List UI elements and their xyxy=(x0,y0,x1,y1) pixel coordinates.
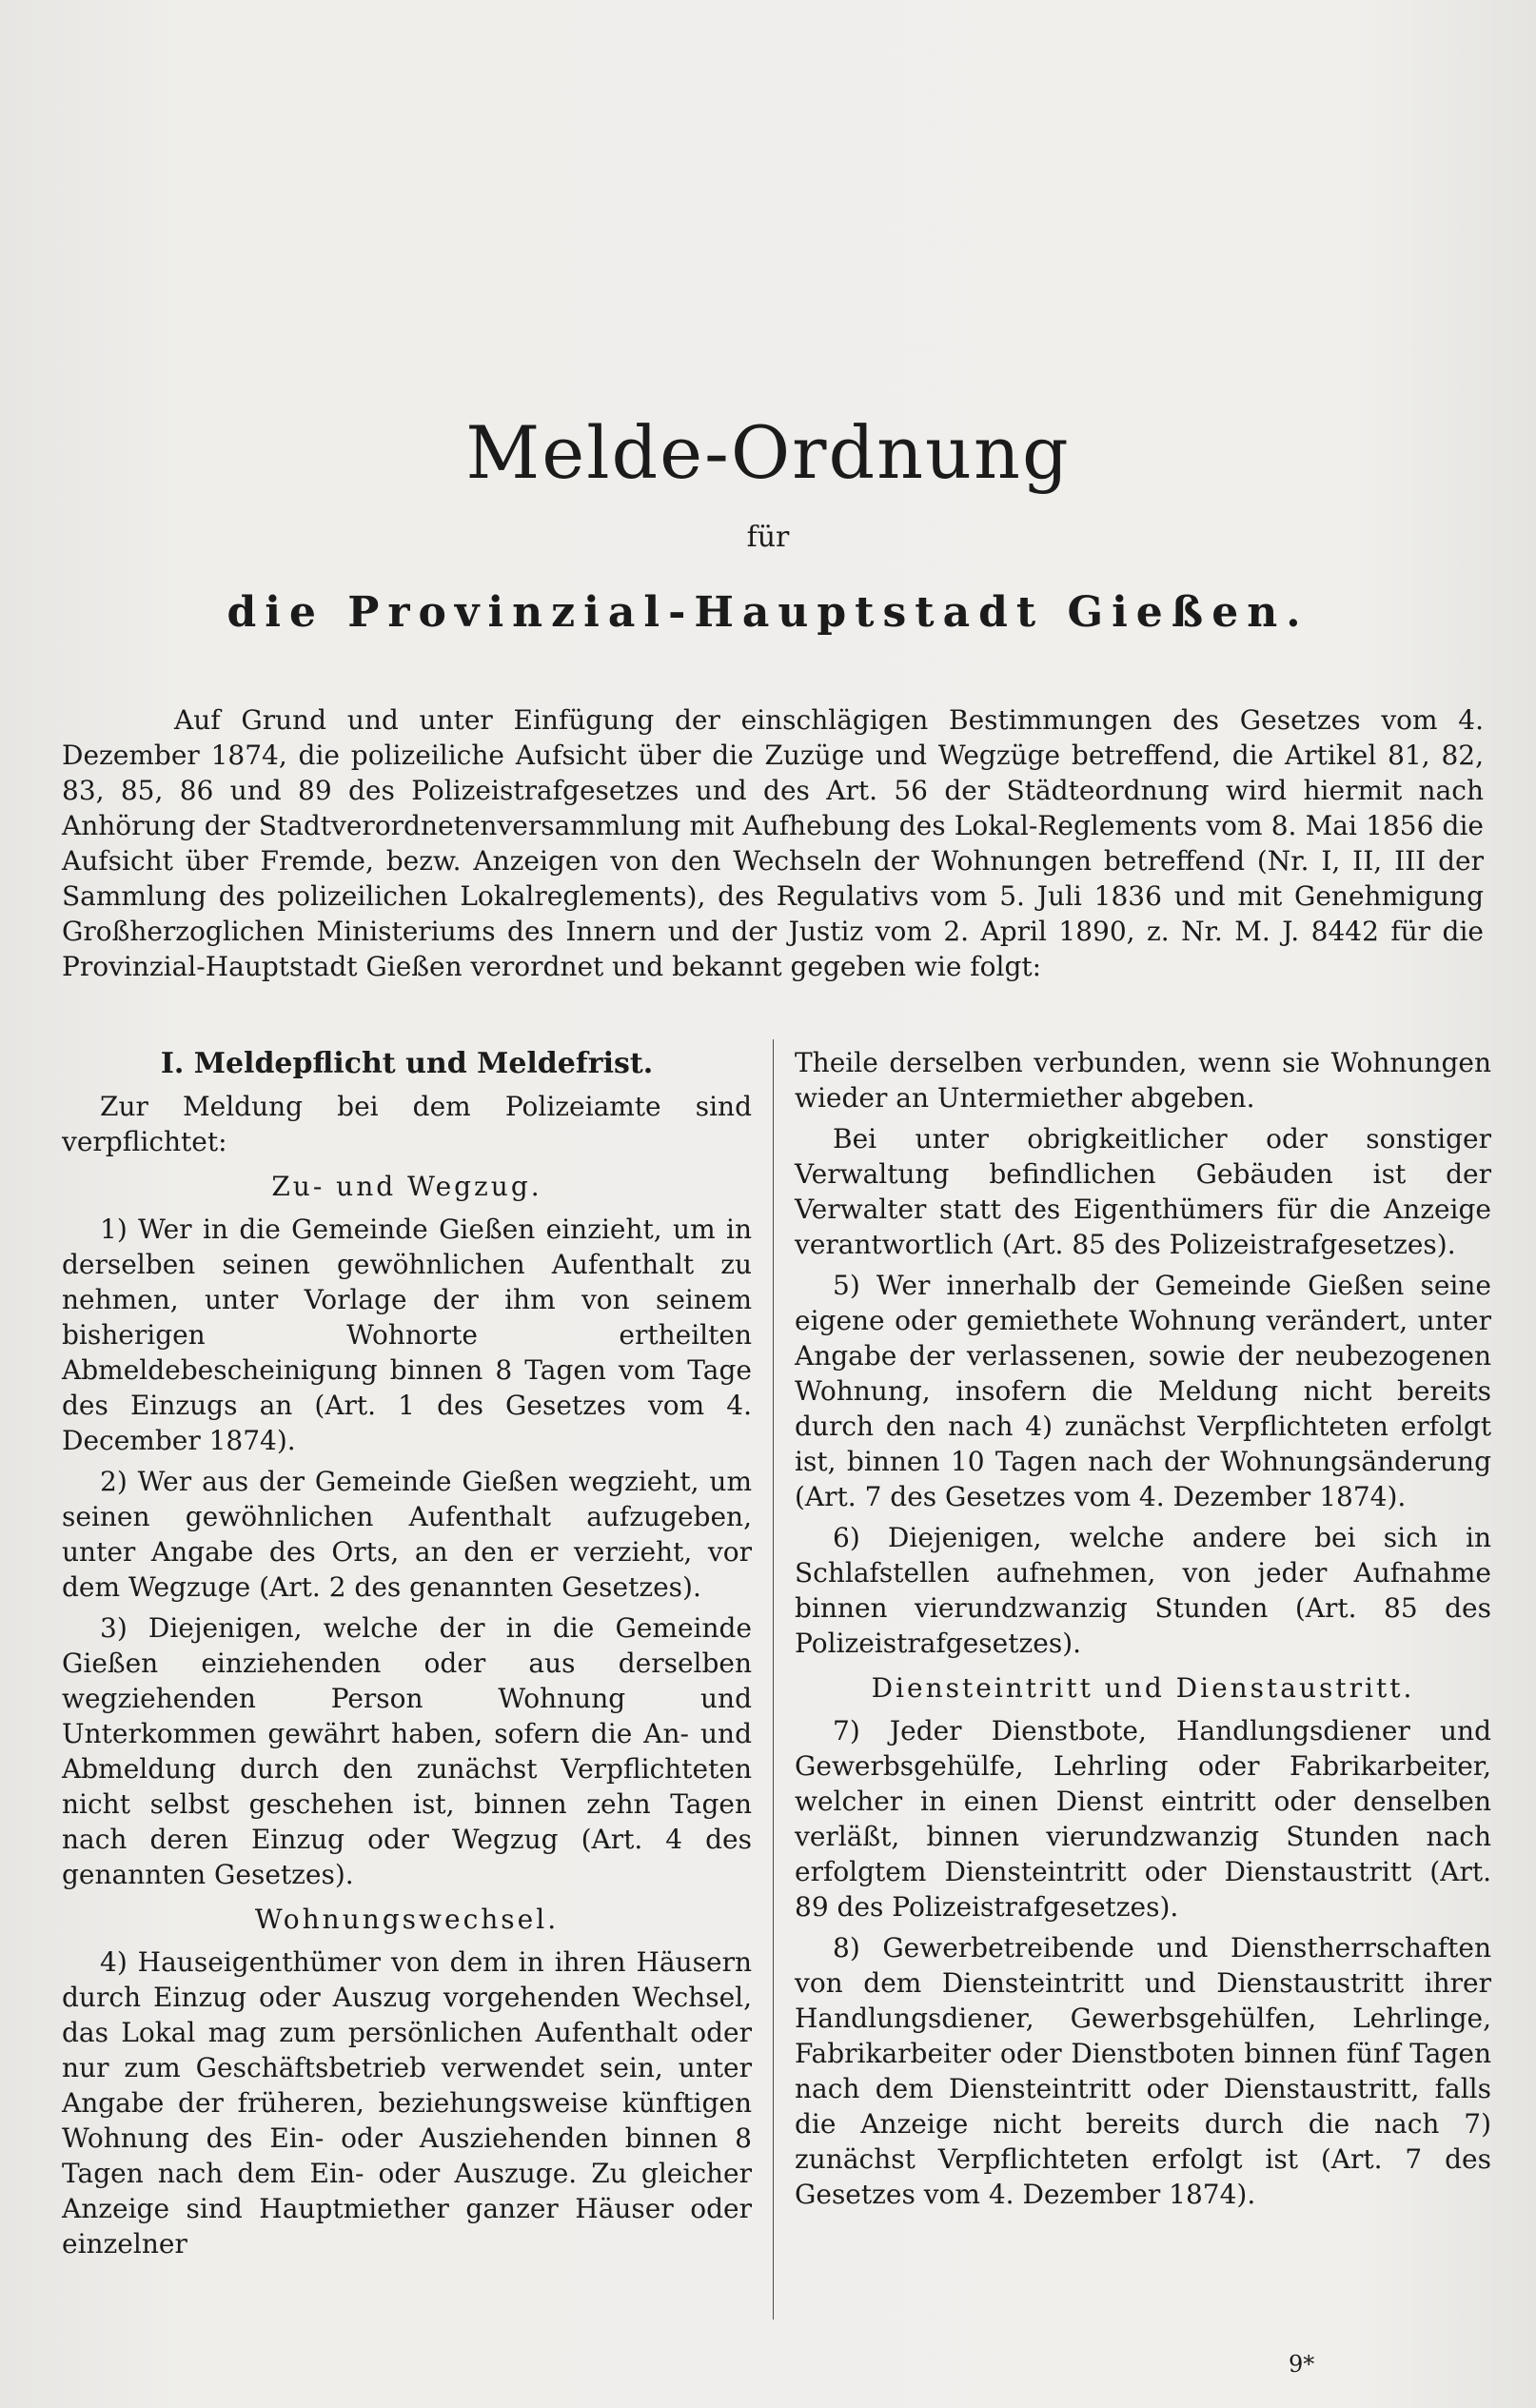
lead-paragraph: Zur Meldung bei dem Polizeiamte sind verpflichtet: xyxy=(62,1091,752,1157)
page-signature-mark: 9* xyxy=(1289,2351,1315,2378)
column-divider xyxy=(773,1039,774,2319)
subheading-dienst: Diensteintritt und Dienstaustritt. xyxy=(871,1672,1415,1704)
right-column xyxy=(795,1045,1491,2218)
paragraph-1: 1) Wer in die Gemeinde Gießen einzieht, um in derselben seinen gewöhnlichen Aufenthalt zu nehmen, unter Vorlage der ihm von seinem bisherigen Wohnorte ertheilten Abmeldebescheinigung binnen 8 Tagen vom Tage des Einzugs an (Art. 1 des Gesetzes vom 4. December 1874). xyxy=(62,1214,752,1456)
paragraph-4b: Bei unter obrigkeitlicher oder sonstiger Verwaltung befindlichen Gebäuden ist der Verwalter statt des Eigenthümers für die Anzeige verantwortlich (Art. 85 des Polizeistrafgesetzes). xyxy=(795,1123,1491,1260)
page-subtitle: die Provinzial-Hauptstadt Gießen. xyxy=(226,588,1310,637)
paragraph-3: 3) Diejenigen, welche der in die Gemeinde Gießen einziehenden oder aus derselben wegziehenden Person Wohnung und Unterkommen gewährt haben, sofern die An- und Abmeldung durch den zunächst Verpflichteten nicht selbst geschehen ist, binnen zehn Tagen nach deren Einzug oder Wegzug (Art. 4 des genannten Gesetzes). xyxy=(62,1612,752,1890)
paragraph-8: 8) Gewerbetreibende und Dienstherrschaften von dem Diensteintritt und Dienstaustritt ihrer Handlungsdiener, Gewerbsgehülfen, Lehrlinge, Fabrikarbeiter oder Dienstboten binnen fünf Tagen nach dem Diensteintritt oder Dienstaustritt, falls die Anzeige nicht bereits durch die nach 7) zunächst Verpflichteten erfolgt ist (Art. 7 des Gesetzes vom 4. Dezember 1874). xyxy=(795,1932,1491,2210)
section-heading: I. Meldepflicht und Meldefrist. xyxy=(160,1047,654,1080)
paragraph-2: 2) Wer aus der Gemeinde Gießen wegzieht, um seinen gewöhnlichen Aufenthalt aufzugeben, unter Angabe des Orts, an den er verzieht, vor dem Wegzuge (Art. 2 des genannten Gesetzes). xyxy=(62,1466,752,1603)
title-connector: für xyxy=(746,521,790,554)
paragraph-4: 4) Hauseigenthümer von dem in ihren Häusern durch Einzug oder Auszug vorgehenden Wechsel, das Lokal mag zum persönlichen Aufenthalt oder nur zum Geschäftsbetrieb verwendet sein, unter Angabe der früheren, beziehungsweise künftigen Wohnung des Ein- oder Ausziehenden binnen 8 Tagen nach dem Ein- oder Auszuge. Zu gleicher Anzeige sind Hauptmiether ganzer Häuser oder einzelner xyxy=(62,1946,752,2260)
subheading-wohnungswechsel: Wohnungswechsel. xyxy=(254,1904,560,1935)
paragraph-4-continued: Theile derselben verbunden, wenn sie Wohnungen wieder an Untermiether abgeben. xyxy=(795,1047,1491,1114)
paragraph-5: 5) Wer innerhalb der Gemeinde Gießen seine eigene oder gemiethete Wohnung verändert, unter Angabe der verlassenen, sowie der neubezogenen Wohnung, insofern die Meldung nicht bereits durch den nach 4) zunächst Verpflichteten erfolgt ist, binnen 10 Tagen nach der Wohnungsänderung (Art. 7 des Gesetzes vom 4. Dezember 1874). xyxy=(795,1270,1491,1512)
left-column xyxy=(62,1045,752,2267)
page-title: Melde-Ordnung xyxy=(465,410,1071,495)
paragraph-7: 7) Jeder Dienstbote, Handlungsdiener und Gewerbsgehülfe, Lehrling oder Fabrikarbeiter, welcher in einen Dienst eintritt oder denselben verläßt, binnen vierundzwanzig Stunden nach erfolgtem Diensteintritt oder Dienstaustritt (Art. 89 des Polizeistrafgesetzes). xyxy=(795,1715,1491,1923)
intro-paragraph: Auf Grund und unter Einfügung der einschlägigen Bestimmungen des Gesetzes vom 4. Dezember 1874, die polizeiliche Aufsicht über die Zuzüge und Wegzüge betreffend, die Artikel 81, 82, 83, 85, 86 und 89 des Polizeistrafgesetzes und des Art. 56 der Städteordnung wird hiermit nach Anhörung der Stadtverordnetenversammlung mit Aufhebung des Lokal-Reglements vom 8. Mai 1856 die Aufsicht über Fremde, bezw. Anzeigen von den Wechseln der Wohnungen betreffend (Nr. I, II, III der Sammlung des polizeilichen Lokalreglements), des Regulativs vom 5. Juli 1836 und mit Genehmigung Großherzoglichen Ministeriums des Innern und der Justiz vom 2. April 1890, z. Nr. M. J. 8442 für die Provinzial-Hauptstadt Gießen verordnet und bekannt gegeben wie folgt: xyxy=(62,704,1484,982)
subheading-zuzug: Zu- und Wegzug. xyxy=(271,1171,542,1202)
paragraph-6: 6) Diejenigen, welche andere bei sich in Schlafstellen aufnehmen, von jeder Aufnahme binnen vierundzwanzig Stunden (Art. 85 des Polizeistrafgesetzes). xyxy=(795,1522,1491,1659)
